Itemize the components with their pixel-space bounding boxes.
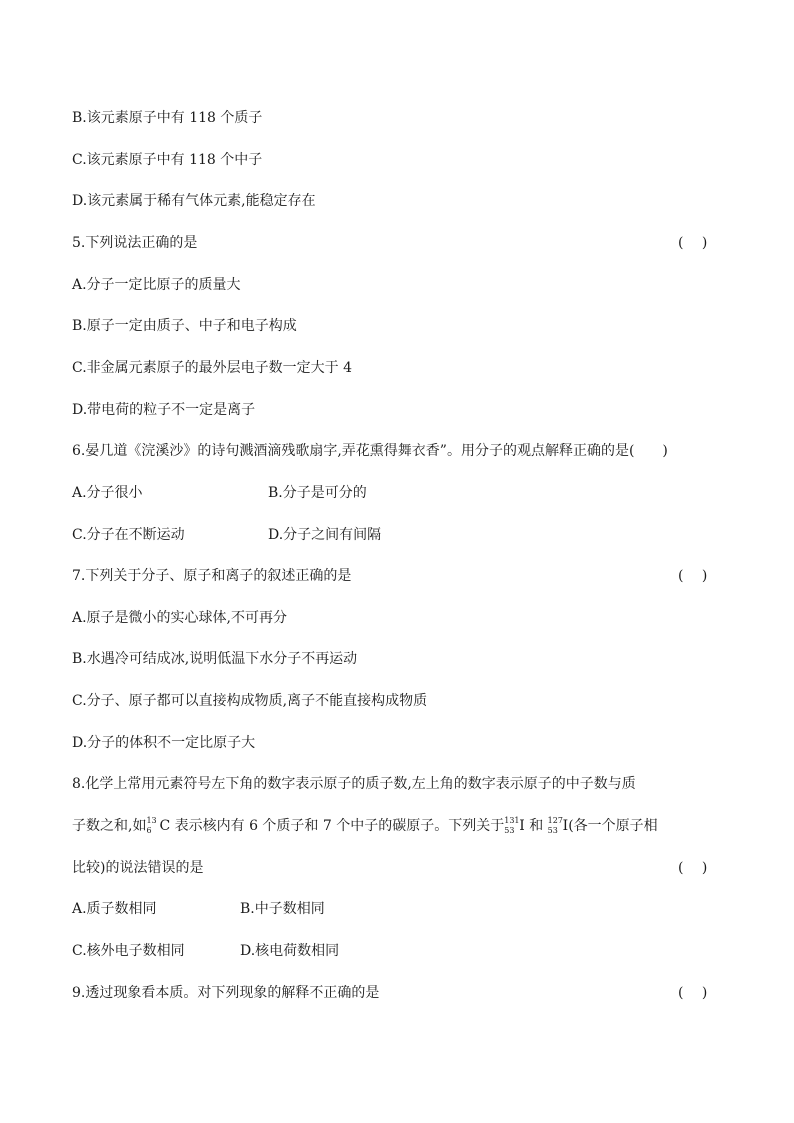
q8-text-b: C 表示核内有 6 个质子和 7 个中子的碳原子。下列关于 <box>159 818 505 834</box>
option-5d: D.带电荷的粒子不一定是离子 <box>72 402 256 418</box>
question-9: 9.透过现象看本质。对下列现象的解释不正确的是 <box>72 985 380 1001</box>
option-5c: C.非金属元素原子的最外层电子数一定大于 4 <box>72 360 353 376</box>
question-8-line-2 <box>72 816 658 836</box>
q8-text-a: 子数之和,如 <box>72 818 147 834</box>
option-7b: B.水遇冷可结成冰,说明低温下水分子不再运动 <box>72 651 358 667</box>
option-6d: D.分子之间有间隔 <box>268 527 382 543</box>
option-4d: D.该元素属于稀有气体元素,能稳定存在 <box>72 193 316 209</box>
iodine-131-mass-number: 131 <box>504 816 520 825</box>
option-8b: B.中子数相同 <box>240 901 325 917</box>
answer-blank-9: ( ) <box>678 985 708 1001</box>
carbon-isotope-notation <box>146 816 159 836</box>
carbon-mass-number: 13 <box>146 816 157 825</box>
option-8c: C.核外电子数相同 <box>72 943 185 959</box>
option-7a: A.原子是微小的实心球体,不可再分 <box>72 610 288 626</box>
answer-blank-5: ( ) <box>678 235 708 251</box>
question-5: 5.下列说法正确的是 <box>72 235 198 251</box>
option-5b: B.原子一定由质子、中子和电子构成 <box>72 318 297 334</box>
option-8d: D.核电荷数相同 <box>240 943 340 959</box>
option-5a: A.分子一定比原子的质量大 <box>72 277 241 293</box>
option-4b: B.该元素原子中有 118 个质子 <box>72 110 263 126</box>
question-6: 6.晏几道《浣溪沙》的诗句溅酒滴残歌扇字,弄花熏得舞衣香”。用分子的观点解释正确的是( ) <box>72 443 668 459</box>
answer-blank-8: ( ) <box>678 860 708 876</box>
option-6a: A.分子很小 <box>72 485 143 501</box>
question-8-line-1: 8.化学上常用元素符号左下角的数字表示原子的质子数,左上角的数字表示原子的中子数与质 <box>72 776 636 792</box>
option-8a: A.质子数相同 <box>72 901 157 917</box>
option-7d: D.分子的体积不一定比原子大 <box>72 735 256 751</box>
question-7: 7.下列关于分子、原子和离子的叙述正确的是 <box>72 568 352 584</box>
option-6b: B.分子是可分的 <box>268 485 367 501</box>
answer-blank-7: ( ) <box>678 568 708 584</box>
iodine-127-notation <box>548 816 563 836</box>
option-7c: C.分子、原子都可以直接构成物质,离子不能直接构成物质 <box>72 693 428 709</box>
option-6c: C.分子在不断运动 <box>72 527 185 543</box>
carbon-atomic-number: 6 <box>146 826 152 835</box>
iodine-127-atomic-number: 53 <box>547 826 558 835</box>
question-8-line-3: 比较)的说法错误的是 <box>72 860 204 876</box>
iodine-131-atomic-number: 53 <box>504 826 515 835</box>
option-4c: C.该元素原子中有 118 个中子 <box>72 152 263 168</box>
iodine-131-notation <box>504 816 519 836</box>
q8-text-d: I(各一个原子相 <box>562 818 658 834</box>
iodine-127-mass-number: 127 <box>547 816 563 825</box>
q8-text-c: I 和 <box>519 818 548 834</box>
